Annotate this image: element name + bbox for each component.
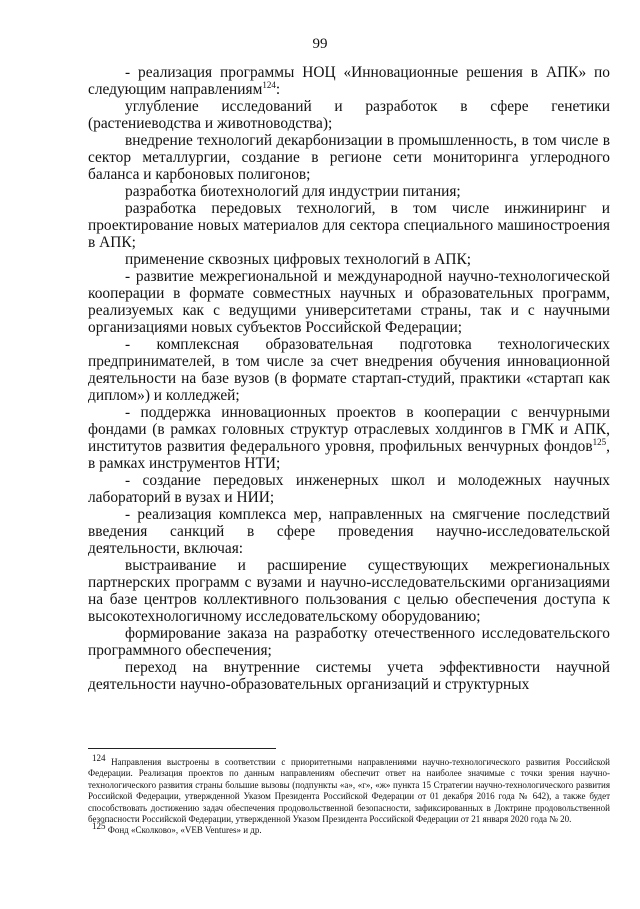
paragraph-8: - комплексная образовательная подготовка технологических предпринимателей, в том числе за счет внедрения обучения инновационной деятельности на базе вузов (в формате стартап-студий, практики «стартап как диплом») и колледжей; xyxy=(88,336,610,404)
footnotes xyxy=(88,753,610,837)
paragraph-10: - создание передовых инженерных школ и молодежных научных лабораторий в вузах и НИИ; xyxy=(88,472,610,506)
paragraph-1: - реализация программы НОЦ «Инновационные решения в АПК» по следующим направлениям$^{124}$: xyxy=(88,64,610,98)
paragraph-4: разработка биотехнологий для индустрии питания; xyxy=(125,183,461,200)
footnote-ref-125[interactable]: 125 xyxy=(592,436,607,447)
footnote-125: $^{125}$ Фонд «Сколково», «VEB Ventures» и др. xyxy=(92,821,262,836)
paragraph-13: формирование заказа на разработку отечественного исследовательского программного обеспечения; xyxy=(88,625,610,659)
footnote-ref-124[interactable]: 124 xyxy=(262,79,276,90)
paragraph-2: углубление исследований и разработок в сфере генетики (растениеводства и животноводства); xyxy=(88,98,610,132)
paragraph-14: переход на внутренние системы учета эффективности научной деятельности научно-образовательных организаций и структурных xyxy=(88,659,610,693)
footnote-124: $^{124}$ Направления выстроены в соответствии с приоритетными направлениями научно-технологического развития Российской Федерации. Реализация проектов по данным направлениям обеспечит ответ на наиболее значимые с точки зрения научно-технологического развития страны большие вызовы (подпункты «а», «г», «ж» пункта 15 Стратегии научно-технологического развития Российской Федерации, утвержденной Указом Президента Российской Федерации от 01 декабря 2016 года № 642), а также будет способствовать достижению задач обеспечения продовольственной безопасности, зафиксированных в Доктрине продовольственной безопасности Российской Федерации, утвержденной Указом Президента Российской Федерации от 21 января 2020 года № 20. xyxy=(88,753,610,825)
paragraph-3: внедрение технологий декарбонизации в промышленность, в том числе в сектор металлургии, создание в регионе сети мониторинга углеродного баланса и карбоновых полигонов; xyxy=(88,132,610,183)
paragraph-6: применение сквозных цифровых технологий в АПК; xyxy=(125,251,471,268)
paragraph-11: - реализация комплекса мер, направленных на смягчение последствий введения санкций в сфере проведения научно-исследовательской деятельности, включая: xyxy=(88,506,610,557)
paragraph-7: - развитие межрегиональной и международной научно-технологической кооперации в формате совместных научных и образовательных программ, реализуемых как с ведущими университетами страны, так и с научными организациями новых субъектов Российской Федерации; xyxy=(88,268,610,336)
paragraph-5: разработка передовых технологий, в том числе инжиниринг и проектирование новых материалов для сектора специального машиностроения в АПК; xyxy=(88,200,610,251)
page-number: 99 xyxy=(312,36,328,52)
paragraph-12: выстраивание и расширение существующих межрегиональных партнерских программ с вузами и научно-исследовательскими организациями на базе центров коллективного пользования с целью обеспечения доступа к высокотехнологичному исследовательскому оборудованию; xyxy=(88,557,610,625)
paragraph-9: - поддержка инновационных проектов в кооперации с венчурными фондами (в рамках головных структур отраслевых холдингов в ГМК и АПК, институтов развития федерального уровня, профильных венчурных фондов$^{125}$, в рамках инструментов НТИ; xyxy=(88,404,610,472)
footnote-divider xyxy=(88,748,276,749)
body-text xyxy=(88,64,610,693)
